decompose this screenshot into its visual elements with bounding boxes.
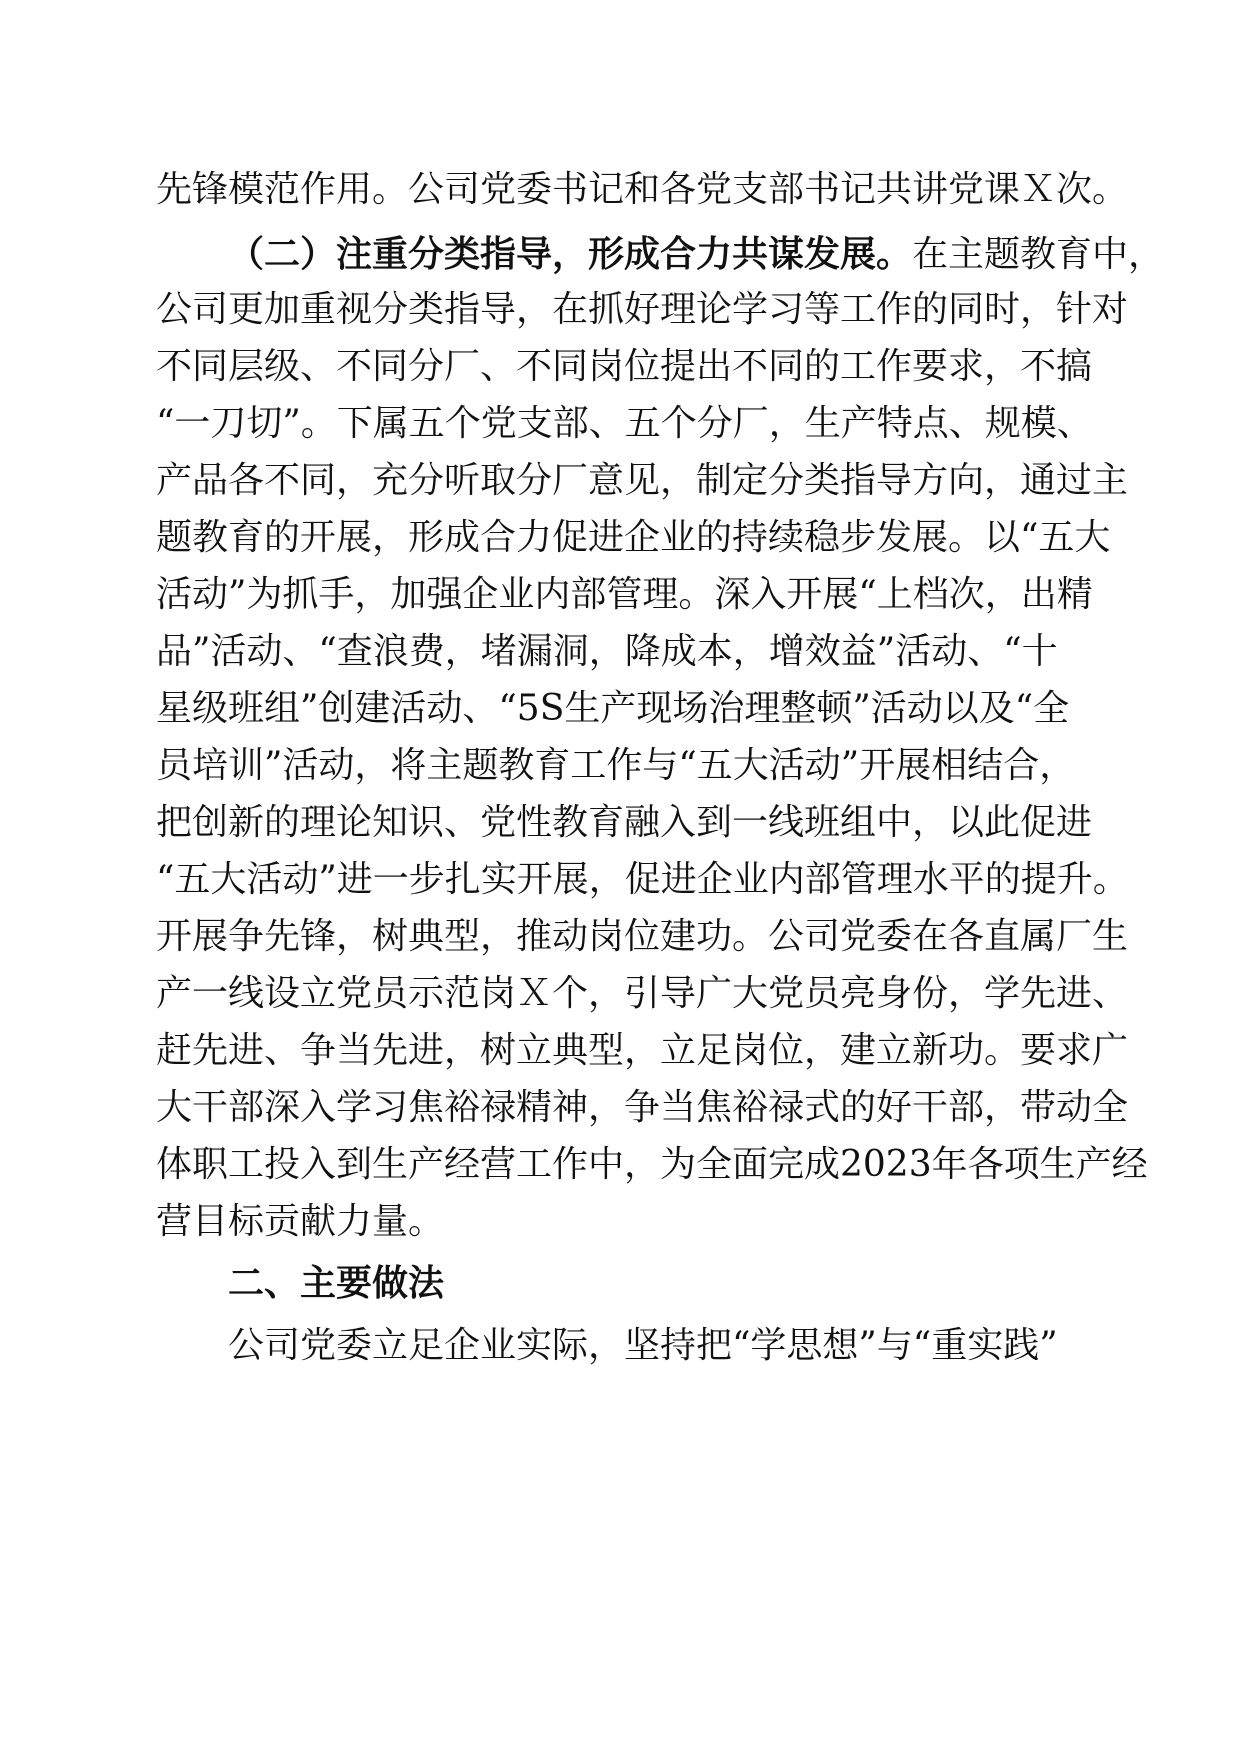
paragraph-line: 公司更加重视分类指导，在抓好理论学习等工作的同时，针对 [156,289,1129,330]
paragraph-line: “一刀切”。下属五个党支部、五个分厂，生产特点、规模、 [156,403,1093,444]
paragraph-line: 公司党委立足企业实际，坚持把“学思想”与“重实践” [228,1325,1058,1366]
paragraph-line: 先锋模范作用。公司党委书记和各党支部书记共讲党课Ｘ次。 [156,169,1129,210]
subsection-heading: （二）注重分类指导，形成合力共谋发展。 [228,234,913,275]
paragraph-line: 不同层级、不同分厂、不同岗位提出不同的工作要求，不搞 [156,346,1093,387]
paragraph-line: 体职工投入到生产经营工作中，为全面完成2023年各项生产经 [156,1144,1148,1185]
paragraph-line: 活动”为抓手，加强企业内部管理。深入开展“上档次，出精 [156,574,1093,615]
subsection-line [228,225,1165,285]
paragraph-text: 在主题教育中， [912,234,1165,275]
paragraph-line: 营目标贡献力量。 [156,1201,445,1242]
section-heading: 二、主要做法 [228,1263,445,1304]
paragraph-line: 星级班组”创建活动、“5S生产现场治理整顿”活动以及“全 [156,688,1070,729]
paragraph-line: 把创新的理论知识、党性教育融入到一线班组中，以此促进 [156,802,1093,843]
paragraph-line: 员培训”活动，将主题教育工作与“五大活动”开展相结合， [156,745,1076,786]
paragraph-line: “五大活动”进一步扎实开展，促进企业内部管理水平的提升。 [156,859,1129,900]
paragraph-line: 品”活动、“查浪费，堵漏洞，降成本，增效益”活动、“十 [156,631,1058,672]
paragraph-line: 大干部深入学习焦裕禄精神，争当焦裕禄式的好干部，带动全 [156,1087,1129,1128]
paragraph-line: 题教育的开展，形成合力促进企业的持续稳步发展。以“五大 [156,517,1111,558]
paragraph-line: 赶先进、争当先进，树立典型，立足岗位，建立新功。要求广 [156,1030,1129,1071]
paragraph-line: 产一线设立党员示范岗Ｘ个，引导广大党员亮身份，学先进、 [156,973,1129,1014]
paragraph-line: 开展争先锋，树典型，推动岗位建功。公司党委在各直属厂生 [156,916,1129,957]
paragraph-line: 产品各不同，充分听取分厂意见，制定分类指导方向，通过主 [156,460,1129,501]
